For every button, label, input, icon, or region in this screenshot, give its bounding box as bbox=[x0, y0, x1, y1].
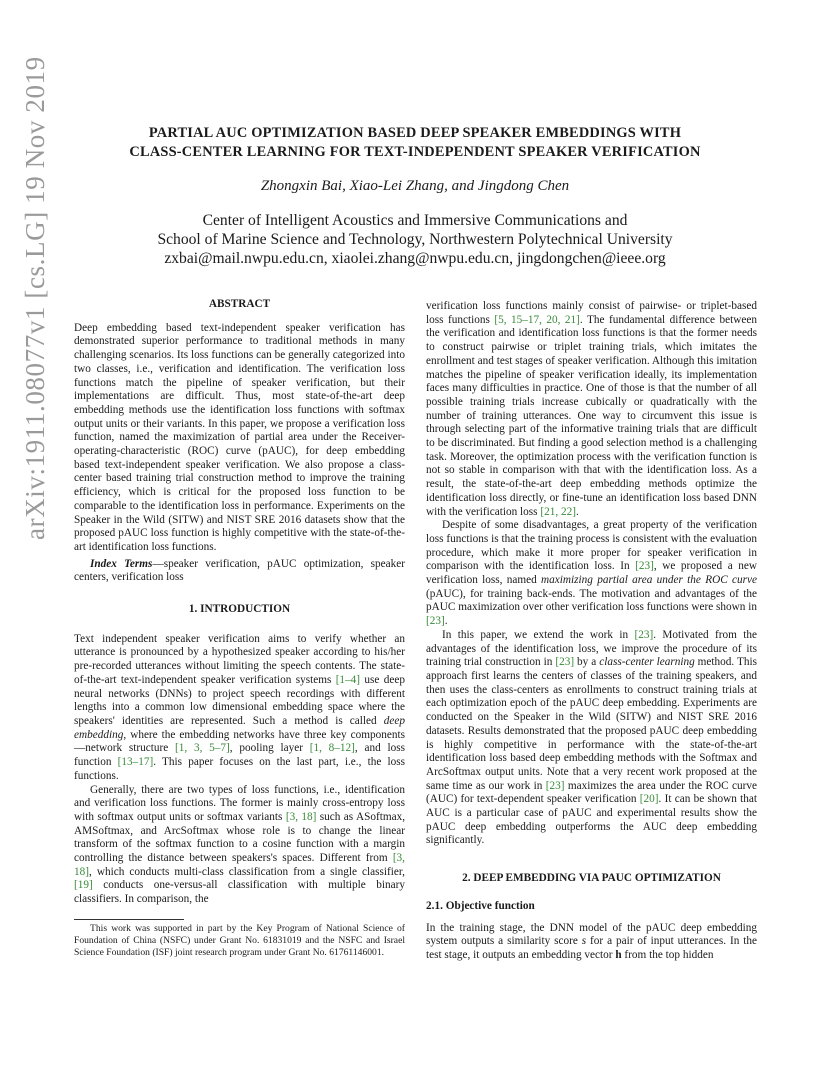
citation-link[interactable]: [3, 18] bbox=[74, 852, 405, 878]
citation-link[interactable]: [1–4] bbox=[335, 673, 361, 686]
citation-link[interactable]: [1, 3, 5–7] bbox=[175, 742, 230, 755]
citation-link[interactable]: [19] bbox=[74, 879, 93, 892]
citation-link[interactable]: [20] bbox=[639, 793, 659, 806]
citation-link[interactable]: [23] bbox=[635, 560, 654, 573]
citation-link[interactable]: [21, 22] bbox=[540, 505, 576, 518]
citation-link[interactable]: [23] bbox=[426, 615, 445, 628]
left-column bbox=[74, 298, 405, 959]
intro-paragraph-1: Text independent speaker verification aims to verify whether an utterance is pronounced by a hypothesized speaker according to his/her pre-recorded utterances without limiting the speech contents. The state-of-the-art text-independent speaker verification systems [1–4] use deep neural networks (DNNs) to project speech recordings with different lengths into a common low dimensional embedding space where the speakers' identities are represented. Such a method is called deep embedding, where the embedding networks have three key components—network structure [1, 3, 5–7], pooling layer [1, 8–12], and loss function [13–17]. This paper focuses on the last part, i.e., the loss functions. bbox=[74, 632, 406, 782]
right-paragraph-1: verification loss functions mainly consist of pairwise- or triplet-based loss functions [5, 15–17, 20, 21]. The fundamental difference between the verification and identification loss functions is that the former needs to construct pairwise or triplet training trials, which imitates the enrollment and test stages of speaker verification. Although this imitation matches the pipeline of speaker verification ideally, its implementation faces many difficulties in practice. One of those is that the number of all possible training trials increase cubically or quadratically with the number of training utterances. One way to circumvent this issue is through selecting part of the informative training trials that are difficult to be discriminated. But finding a good selection method is a challenging task. Moreover, the optimization process with the verification function is not so stable in comparison with that with the identification loss. As a result, the state-of-the-art deep embedding methods optimize the identification loss directly, or fine-tune an identification loss based DNN with the verification loss [21, 22]. bbox=[426, 300, 757, 518]
index-terms bbox=[74, 558, 405, 585]
abstract-text: Deep embedding based text-independent speaker verification has demonstrated superior performance to traditional methods in many challenging scenarios. Its loss functions can be generally categorized into two classes, i.e., verification and identification. The verification loss functions match the pipeline of speaker verification, but their implementations are difficult. Thus, most state-of-the-art deep embedding methods use the identification loss functions with softmax output units or their variants. In this paper, we propose a verification loss function, named the maximization of partial area under the Receiver-operating-characteristic (ROC) curve (pAUC), for deep embedding based text-independent speaker verification. We also propose a class-center based training trial construction method to improve the training efficiency, which is critical for the proposed loss function to be comparable to the identification loss in performance. Experiments on the Speaker in the Wild (SITW) and NIST SRE 2016 datasets show that the proposed pAUC loss function is highly competitive with the state-of-the-art identification loss functions. bbox=[74, 321, 405, 553]
affiliation bbox=[60, 211, 770, 268]
right-column bbox=[426, 300, 757, 963]
paper-title bbox=[60, 124, 770, 162]
abstract-heading: ABSTRACT bbox=[208, 298, 271, 310]
right-paragraph-2: Despite of some disadvantages, a great property of the verification loss functions is that the training process is consistent with the evaluation procedure, which make it more proper for speaker verification in comparison with the identification loss. In [23], we proposed a new verification loss, named maximizing partial area under the ROC curve (pAUC), for training back-ends. The motivation and advantages of the pAUC maximization over other verification loss functions were shown in [23]. bbox=[426, 519, 757, 628]
introduction-heading: 1. INTRODUCTION bbox=[188, 603, 291, 616]
affiliation-emails: zxbai@mail.nwpu.edu.cn, xiaolei.zhang@nwpu.edu.cn, jingdongchen@ieee.org bbox=[164, 250, 666, 267]
objective-function-paragraph: In the training stage, the DNN model of the pAUC deep embedding system outputs a similarity score s for a pair of input utterances. In the test stage, it outputs an embedding vector h from the top hidden bbox=[426, 921, 757, 961]
affiliation-line-2: School of Marine Science and Technology, Northwestern Polytechnical University bbox=[157, 231, 673, 248]
citation-link[interactable]: [23] bbox=[555, 656, 575, 669]
right-paragraph-3: In this paper, we extend the work in [23]. Motivated from the advantages of the identification loss, we improve the procedure of its training trial construction in [23] by a class-center learning method. This approach first learns the centers of classes of the training speakers, and then uses the class-centers as enrollments to construct training trials at each optimization epoch of the pAUC deep embedding. Experiments are conducted on the Speaker in the Wild (SITW) and NIST SRE 2016 datasets. Results demonstrated that the proposed pAUC deep embedding is highly competitive in performance with the state-of-the-art identification loss based deep embedding methods with the Softmax and ArcSoftmax output units. Note that a very recent work proposed at the same time as our work in [23] maximizes the area under the ROC curve (AUC) for text-dependent speaker verification [20]. It can be shown that AUC is a particular case of pAUC and experimental results show the pAUC deep embedding outperforms the AUC deep embedding significantly. bbox=[426, 628, 757, 847]
title-line-2: CLASS-CENTER LEARNING FOR TEXT-INDEPENDENT SPEAKER VERIFICATION bbox=[129, 144, 701, 160]
citation-link[interactable]: [1, 8–12] bbox=[309, 742, 355, 755]
index-terms-label: Index Terms bbox=[90, 557, 153, 570]
footnote: This work was supported in part by the Key Program of National Science of Foundation of China (NSFC) under Grant No. 61831019 and the NSFC and Israel Science Foundation (ISF) joint research program under Grant No. 61761146001. bbox=[74, 922, 405, 958]
index-terms-text: —speaker verification, pAUC optimization, speaker centers, verification loss bbox=[74, 557, 405, 584]
footnote-rule bbox=[74, 919, 184, 920]
citation-link[interactable]: [3, 18] bbox=[285, 810, 317, 823]
citation-link[interactable]: [23] bbox=[634, 628, 654, 641]
intro-paragraph-2: Generally, there are two types of loss functions, i.e., identification and verification loss functions. The former is mainly cross-entropy loss with softmax output units or softmax variants [3, 18] such as ASoftmax, AMSoftmax, and ArcSoftmax whose role is to change the linear transform of the softmax function to a cosine function with a margin controlling the distance between speakers's spaces. Different from [3, 18], which conducts multi-class classification from a single classifier, [19] conducts one-versus-all classification with multiple binary classifiers. In comparison, the bbox=[74, 783, 406, 906]
citation-link[interactable]: [5, 15–17, 20, 21] bbox=[494, 313, 580, 326]
citation-link[interactable]: [23] bbox=[545, 779, 565, 792]
title-line-1: PARTIAL AUC OPTIMIZATION BASED DEEP SPEAKER EMBEDDINGS WITH bbox=[148, 125, 682, 141]
affiliation-line-1: Center of Intelligent Acoustics and Immersive Communications and bbox=[202, 212, 628, 229]
citation-link[interactable]: [13–17] bbox=[117, 756, 154, 769]
arxiv-identifier: arXiv:1911.08077v1 [cs.LG] 19 Nov 2019 bbox=[20, 56, 50, 540]
subsection-2-1-heading: 2.1. Objective function bbox=[426, 899, 535, 912]
section-2-heading: 2. DEEP EMBEDDING VIA PAUC OPTIMIZATION bbox=[462, 872, 721, 885]
authors: Zhongxin Bai, Xiao-Lei Zhang, and Jingdong Chen bbox=[260, 178, 570, 194]
